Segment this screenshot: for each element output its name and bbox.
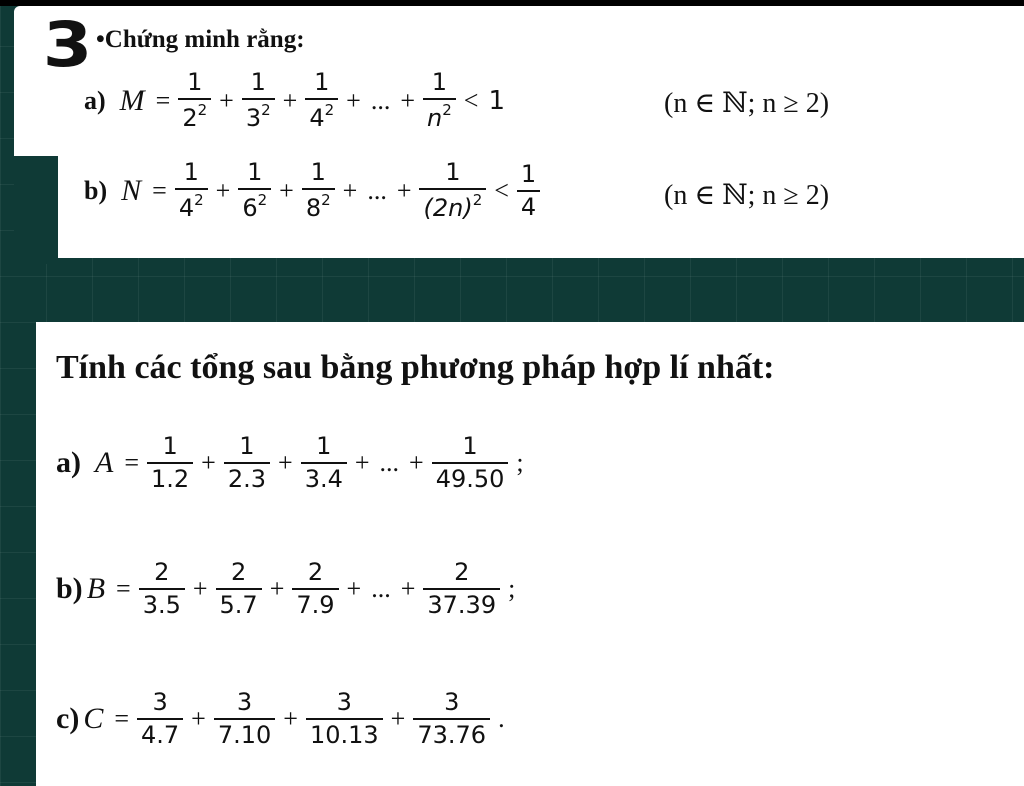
condition-M: (n ∈ ℕ; n ≥ 2) <box>664 88 830 119</box>
plus-sign: + <box>346 85 361 115</box>
sum-A <box>56 434 529 492</box>
sums-heading: Tính các tổng sau bằng phương pháp hợp lí nhất: <box>56 349 775 386</box>
end-punctuation: ; <box>508 574 516 604</box>
part-label: a) <box>84 85 106 115</box>
end-punctuation: ; <box>516 448 524 478</box>
plus-sign: + <box>409 448 424 478</box>
torn-paper-edge <box>14 156 58 264</box>
fraction-term: $\frac{1}{2.3}$ <box>224 434 270 492</box>
relation-sign: < <box>494 175 509 205</box>
fraction-term: $\frac{1}{3.4}$ <box>301 434 347 492</box>
equation-M <box>84 70 510 131</box>
fraction-term: $\frac{3}{73.76}$ <box>413 690 490 748</box>
plus-sign: + <box>346 574 362 604</box>
fraction-term: $\frac{1}{6^2}$ <box>238 160 271 221</box>
variable-M: M <box>119 83 145 117</box>
plus-sign: + <box>278 448 293 478</box>
fraction-term: $\frac{1}{2^2}$ <box>178 70 211 131</box>
fraction-term: $\frac{1}{(2n)^2}$ <box>419 160 486 221</box>
plus-sign: + <box>215 175 231 205</box>
plus-sign: + <box>342 175 358 205</box>
relation-sign: < <box>463 85 479 115</box>
equals-sign: = <box>152 175 167 205</box>
ellipsis: ... <box>379 448 400 478</box>
rhs-value: 1 <box>488 85 505 116</box>
part-label: b) <box>56 572 83 606</box>
variable-C: C <box>83 702 104 736</box>
plus-sign: + <box>282 85 298 115</box>
problem-number: 3 <box>42 8 93 81</box>
part-label: a) <box>56 446 81 480</box>
fraction-term: $\frac{1}{8^2}$ <box>302 160 335 221</box>
fraction-term: $\frac{2}{3.5}$ <box>139 560 185 618</box>
sum-C <box>56 690 510 748</box>
plus-sign: + <box>283 704 298 734</box>
ellipsis: ... <box>370 85 391 115</box>
plus-sign: + <box>279 175 294 205</box>
plus-sign: + <box>191 704 206 734</box>
end-punctuation: . <box>498 704 505 734</box>
part-label: c) <box>56 702 80 736</box>
fraction-term: $\frac{3}{7.10}$ <box>214 690 275 748</box>
fraction-term: $\frac{1}{3^2}$ <box>242 70 275 131</box>
fraction-term: $\frac{2}{5.7}$ <box>216 560 262 618</box>
equals-sign: = <box>124 448 139 478</box>
plus-sign: + <box>390 704 406 734</box>
plus-sign: + <box>400 574 416 604</box>
ellipsis: ... <box>367 175 387 205</box>
fraction-term: $\frac{3}{10.13}$ <box>306 690 383 748</box>
variable-A: A <box>95 446 114 480</box>
fraction-term: $\frac{1}{49.50}$ <box>432 434 509 492</box>
fraction-term: $\frac{1}{n^2}$ <box>423 70 456 131</box>
fraction-term: $\frac{2}{37.39}$ <box>423 560 500 618</box>
plus-sign: + <box>396 175 412 205</box>
fraction-term: $\frac{1}{4^2}$ <box>175 160 208 221</box>
plus-sign: + <box>192 574 208 604</box>
problem-3-card <box>14 6 1024 258</box>
equals-sign: = <box>114 704 129 734</box>
equation-N <box>84 160 543 221</box>
equals-sign: = <box>116 574 131 604</box>
plus-sign: + <box>400 85 416 115</box>
variable-N: N <box>121 173 142 207</box>
plus-sign: + <box>219 85 234 115</box>
fraction-term: $\frac{1}{1.2}$ <box>147 434 193 492</box>
fraction-term: $\frac{1}{4^2}$ <box>305 70 338 131</box>
plus-sign: + <box>201 448 216 478</box>
rhs-fraction: $\frac{1}{4}$ <box>517 162 540 220</box>
heading-bullet: • <box>96 26 105 53</box>
plus-sign: + <box>269 574 285 604</box>
plus-sign: + <box>354 448 370 478</box>
sum-B <box>56 560 520 618</box>
problem-3-heading <box>96 26 305 54</box>
part-label: b) <box>84 175 108 205</box>
equals-sign: = <box>155 85 171 115</box>
fraction-term: $\frac{3}{4.7}$ <box>137 690 183 748</box>
fraction-term: $\frac{2}{7.9}$ <box>292 560 338 618</box>
heading-text: Chứng minh rằng: <box>104 26 305 53</box>
condition-N: (n ∈ ℕ; n ≥ 2) <box>664 180 830 211</box>
variable-B: B <box>86 572 106 606</box>
ellipsis: ... <box>371 574 391 604</box>
